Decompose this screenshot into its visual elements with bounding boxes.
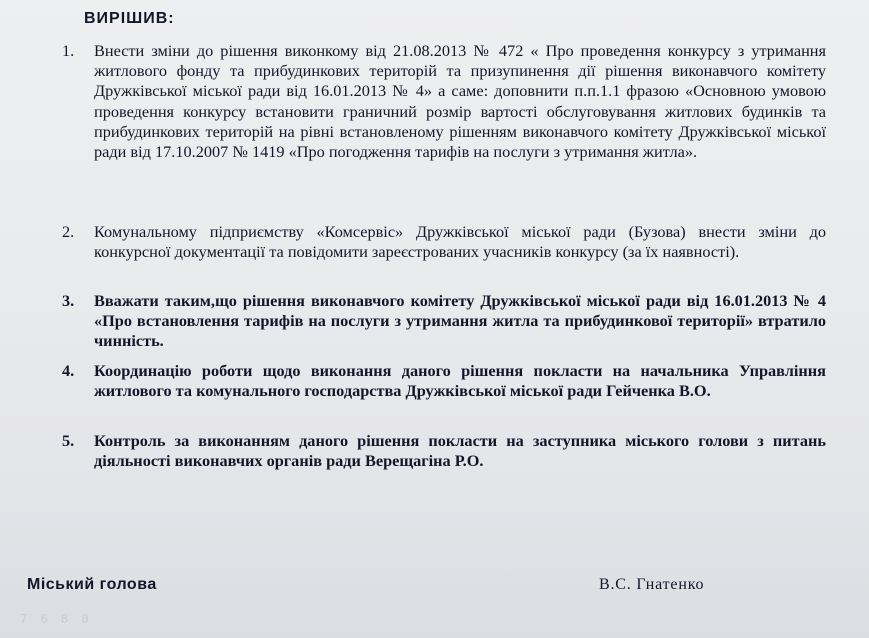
item-text: Внести зміни до рішення виконкому від 21.08.2013 № 472 « Про проведення конкурсу з утримання житлового фонду та прибудинкових територій та призупинення дії рішення виконавчого комітету Дружківської міської ради від 16.01.2013 № 4» а саме: доповнити п.п.1.1 фразою «Основною умовою проведення конкурсу встановити граничний розмір вартості обслуговування житлових будинків та прибудинкових територій на рівні встановленому рішенням виконавчого комітету Дружківської міської ради від 17.10.2007 № 1419 «Про погодження тарифів на послуги з утримання житла». (94, 41, 826, 162)
item-number: 5. (62, 431, 75, 450)
item-text: Вважати таким,що рішення виконавчого комітету Дружківської міської ради від 16.01.2013 № 4 «Про встановлення тарифів на послуги з утримання житла та прибудинкової території» втратило чинність. (94, 291, 826, 351)
item-number: 1. (62, 41, 75, 60)
decision-item-5 (56, 431, 826, 471)
decision-item-4 (56, 361, 826, 401)
item-text: Координацію роботи щодо виконання даного рішення покласти на начальника Управління житлового та комунального господарства Дружківської міської ради Гейченка В.О. (94, 361, 826, 401)
decision-heading: ВИРІШИВ: (84, 10, 175, 27)
signature-name: В.С. Гнатенко (599, 576, 705, 593)
item-text: Контроль за виконанням даного рішення покласти на заступника міського голови з питань діяльності виконавчих органів ради Верещагіна Р.О. (94, 431, 826, 471)
item-text: Комунальному підприємству «Комсервіс» Дружківської міської ради (Бузова) внести зміни до конкурсної документації та повідомити зареєстрованих учасників конкурсу (за їх наявності). (94, 222, 826, 262)
decision-item-2 (56, 222, 826, 262)
decision-item-1 (56, 41, 826, 162)
item-number: 3. (62, 291, 75, 310)
item-number: 4. (62, 361, 75, 380)
footer-stamp: 7 6 8 0 (20, 612, 92, 626)
signature-position: Міський голова (27, 576, 157, 593)
decision-item-3 (56, 291, 826, 352)
item-number: 2. (62, 222, 75, 241)
